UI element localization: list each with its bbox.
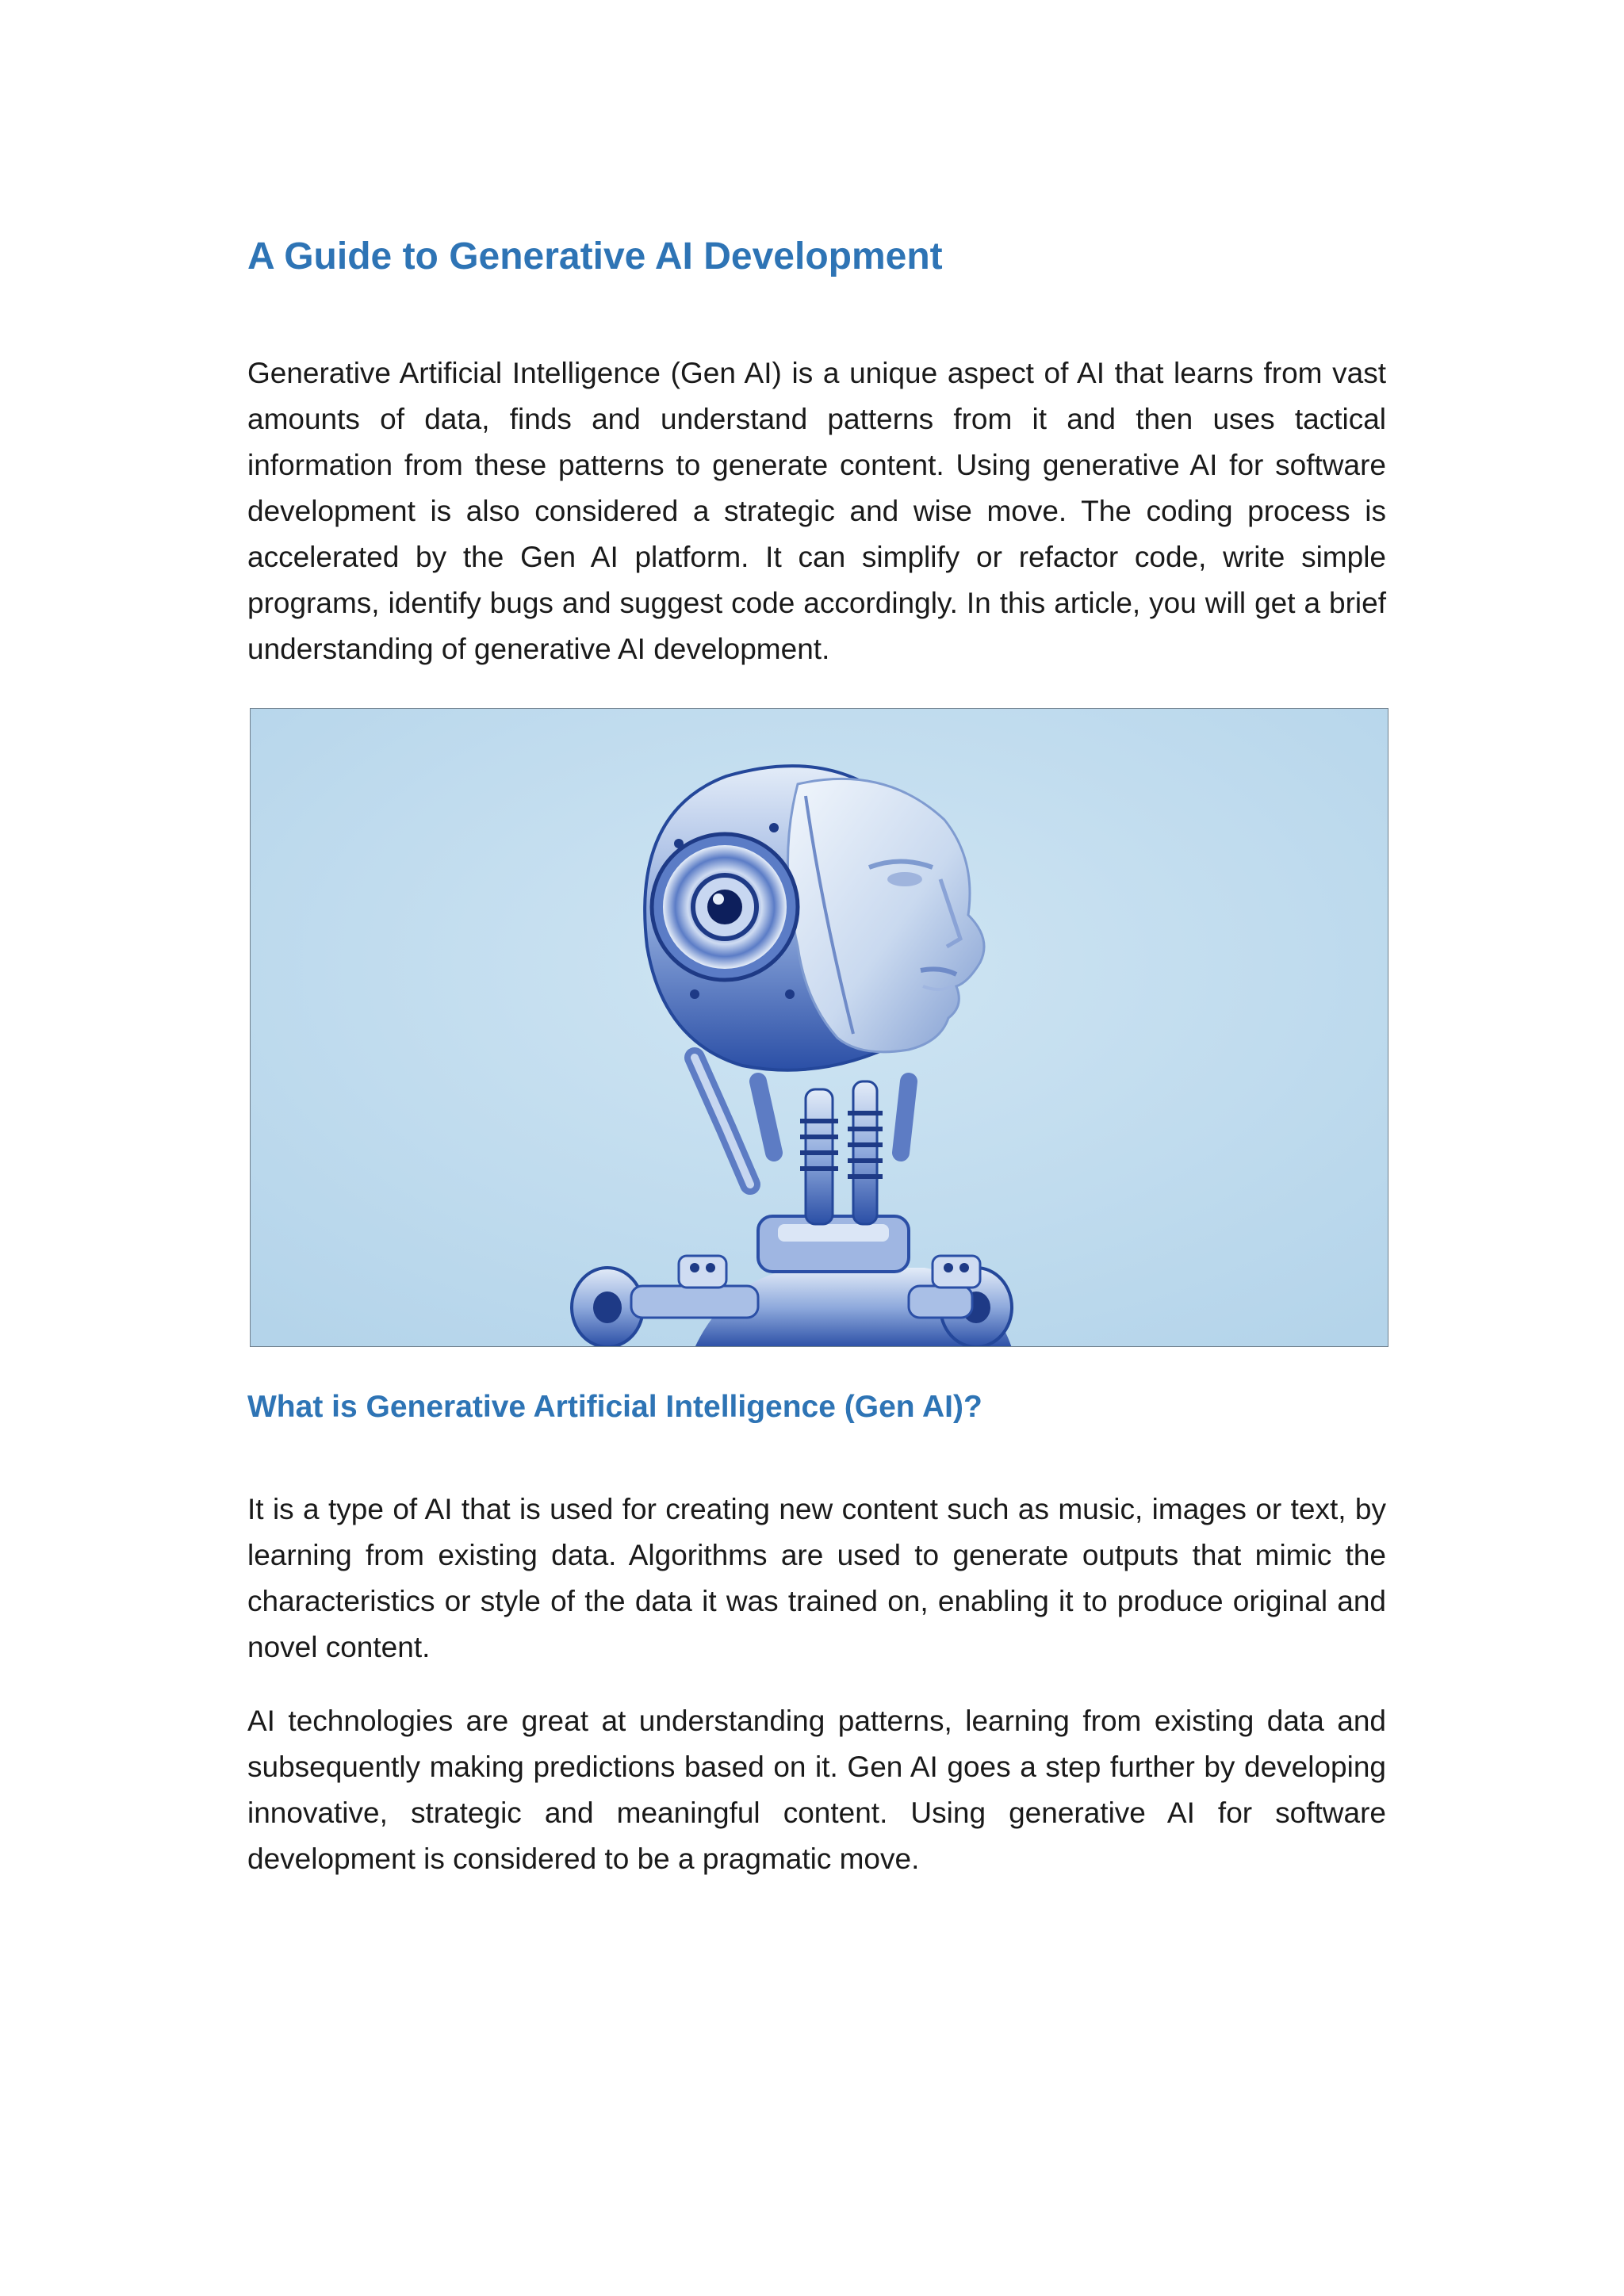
document-title: A Guide to Generative AI Development — [247, 235, 943, 277]
section-heading: What is Generative Artificial Intelligence (Gen AI)? — [247, 1390, 982, 1424]
robot-head-illustration — [251, 709, 1388, 1347]
robot-image — [250, 708, 1388, 1347]
robot-head — [645, 766, 984, 1070]
section-paragraph-1: It is a type of AI that is used for creating new content such as music, images or text, by learning from existing data. Algorithms are used to generate outputs that mimic the characteristics or style of the data it was trained on, enabling it to produce original and novel content. — [247, 1493, 1386, 1663]
intro-paragraph: Generative Artificial Intelligence (Gen AI) is a unique aspect of AI that learns from vast amounts of data, finds and understand patterns from it and then uses tactical information from these patterns to generate content. Using generative AI for software development is also considered a strategic and wise move. The coding process is accelerated by the Gen AI platform. It can simplify or refactor code, write simple programs, identify bugs and suggest code accordingly. In this article, you will get a brief understanding of generative AI development. — [247, 357, 1386, 665]
section-paragraph-2: AI technologies are great at understanding patterns, learning from existing data and subsequently making predictions based on it. Gen AI goes a step further by developing innovative, strategic and meaningful content. Using generative AI for software development is considered to be a pragmatic move. — [247, 1705, 1386, 1875]
